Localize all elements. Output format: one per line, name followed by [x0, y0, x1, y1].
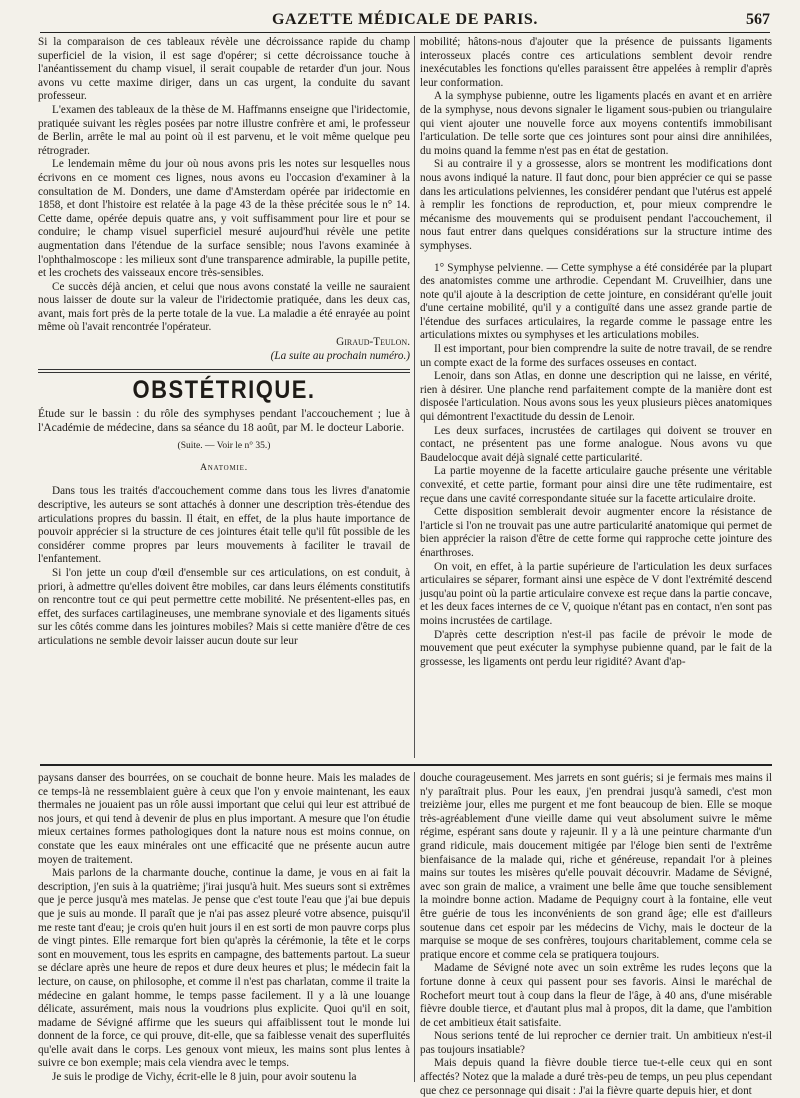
top-left-column: [38, 36, 410, 756]
horizontal-divider: [40, 764, 772, 766]
paragraph: Cette disposition semblerait devoir augmenter encore la résistance de l'article si l'on ne trouvait pas une autre particularité anatomique qui permet de bien apprécier la raison d'être de cette forme qui rapproche cette jointure des énarthroses.: [420, 506, 772, 559]
paragraph: paysans danser des bourrées, on se couchait de bonne heure. Mais les malades de ce temps-là ne ressemblaient guère à ceux que l'on y envoie maintenant, les eaux thermales ne jouaient pas un rôle aussi important que celui qui leur est attribué de nos jours, et qui tend à devenir de plus en plus important. A mesure que l'on étudie mieux certaines formes pathologiques dont la nature nous est moins connue, on constate que les eaux minérales ont une efficacité que ne présente aucun autre moyen de traitement.: [38, 772, 410, 866]
bottom-left-column: [38, 772, 410, 1082]
paragraph: Le lendemain même du jour où nous avons pris les notes sur lesquelles nous écrivons en ce moment ces lignes, nous avons eu l'occasion d'examiner à la consultation de M. Donders, une dame d'Amsterdam opérée par iridectomie en 1858, et dont l'histoire est relatée à la page 43 de la thèse précitée sous le n° 14. Cette dame, opérée depuis quatre ans, y voit suffisamment pour lire et pour se conduire; le champ visuel superficiel mesuré aujourd'hui révèle une petite augmentation dans l'étendue de la surface sensible; nous l'avons examinée à l'ophthalmoscope : les milieux sont d'une transparence admirable, la pupille petite, et les crochets des vaisseaux encore très-sensibles.: [38, 158, 410, 280]
author-signature: Giraud-Teulon.: [336, 336, 410, 349]
paragraph: La partie moyenne de la facette articulaire gauche présente une véritable convexité, et cette partie, formant pour ainsi dire une tête rudimentaire, est reçue dans une cavité correspondante située sur la facette articulaire droite.: [420, 465, 772, 505]
paragraph: A la symphyse pubienne, outre les ligaments placés en avant et en arrière de la symphyse, nous devons signaler le ligament sous-pubien ou triangulaire qui vient ajouter une nouvelle force aux moyens contentifs immobilisant l'articulation. De telle sorte que ces jointures sont pour ainsi dire annihilées, du moins quand la femme n'est pas en état de gestation.: [420, 90, 772, 157]
paragraph: Madame de Sévigné note avec un soin extrême les rudes leçons que la fortune donne à ceux qui passent pour ses favoris. Ainsi le maréchal de Rochefort meurt tout à coup dans la fleur de l'âge, à 40 ans, d'une misérable fièvre double tierce, et d'autant plus mal à propos, dit la dame, que l'ambition de cet ambitieux était satisfaite.: [420, 962, 772, 1029]
page-number: 567: [746, 11, 770, 28]
paragraph: L'examen des tableaux de la thèse de M. Haffmanns enseigne que l'iridectomie, pratiquée suivant les règles posées par notre illustre confrère et ami, le professeur de Berlin, arrête le mal au point où il est parvenu, et le voit même quelque peu rétrograder.: [38, 103, 410, 157]
paragraph: Mais depuis quand la fièvre double tierce tue-t-elle ceux qui en sont affectés? Notez que la malade a duré très-peu de temps, un peu plus cependant que chez ce personnage qui disait : J'ai la fièvre quarte depuis hier, et dont: [420, 1057, 772, 1097]
page-header: [40, 6, 770, 33]
paragraph: 1° Symphyse pelvienne. — Cette symphyse a été considérée par la plupart des anatomistes comme une arthrodie. Cependant M. Cruveilhier, dans une note qu'il ajoute à la description de cette jointure, en considérant qu'elle jouit d'une certaine mobilité, qu'il y a contiguïté dans une assez grande partie de l'étendue des surfaces articulaires, la regarde comme le passage entre les articulations mixtes ou symphyses et les articulations mobiles.: [420, 261, 772, 342]
paragraph: mobilité; hâtons-nous d'ajouter que la présence de puissants ligaments interosseux placés contre ces articulations semblent devoir rendre inexécutables les fonctions qu'elles paraissent être appelées à remplir d'après leur conformation.: [420, 36, 772, 89]
top-right-column: [420, 36, 772, 756]
paragraph: Ce succès déjà ancien, et celui que nous avons constaté la veille ne sauraient nous laisser de doute sur la valeur de l'iridectomie pratiquée, dans les deux cas, avant, mais fort près de la perte totale de la vue. La maladie a été enrayée au point même où l'avait rencontrée l'opérateur.: [38, 280, 410, 334]
journal-title: GAZETTE MÉDICALE DE PARIS.: [271, 11, 538, 28]
paragraph: Mais parlons de la charmante douche, continue la dame, je vous en ai fait la description, j'en suis à la quatrième; j'irai jusqu'à huit. Mes sueurs sont si extrêmes que je perce jusqu'à mes matelas. Je pense que c'est toute l'eau que j'ai bue depuis que je suis au monde. Il paraît que je n'ai pas assez pleuré votre absence, puisqu'il me reste tant d'eau; je crois qu'en huit jours il en est sorti de mon pauvre corps plus de vingt pintes. Elle remarque fort bien qu'après la cérémonie, la tête et le corps sont en mouvement, tous les esprits en campagne, des battements partout. La sueur se déclare après une heure de repos et dure deux heures et plus; le médecin fait la lecture, on cause, on philosophe, et comme il n'est pas charlatan, comme il traite la médecine en galant homme, le temps passe facilement. Il y a là une louange délicate, assurément, mais nous la voudrions plus explicite. Quoi qu'il en soit, madame de Sévigné affirme que les sueurs qui affaiblissent tout le monde lui donnent de la force, ce qui prouve, dit-elle, que sa faiblesse venait des superfluités qu'elle avait dans le corps. Les genoux vont mieux, les mains sont plus lentes à suivre ce bon exemple; mais cela viendra avec le temps.: [38, 867, 410, 1070]
section-rule: [38, 369, 410, 373]
paragraph: Lenoir, dans son Atlas, en donne une description qui ne laisse, en vérité, rien à désirer. Une planche rend parfaitement compte de la manière dont est disposée l'articulation. Nous avons sous les yeux plusieurs pièces anatomiques qui démontrent l'exactitude du dessin de Lenoir.: [420, 370, 772, 424]
paragraph: D'après cette description n'est-il pas facile de prévoir le mode de mouvement que peut exécuter la symphyse pubienne quand, par le fait de la grossesse, les ligaments ont perdu leur rigidité? Avant d'ap-: [420, 628, 772, 668]
paragraph: Les deux surfaces, incrustées de cartilages qui doivent se trouver en contact, ne présentent pas une forme analogue. Nous avons vu que Baudelocque avait déjà signalé cette particularité.: [420, 424, 772, 464]
paragraph: Si l'on jette un coup d'œil d'ensemble sur ces articulations, on est conduit, à priori, à admettre qu'elles doivent être mobiles, car dans leurs éléments constitutifs on rencontre tout ce qui peut permettre cette mobilité. Ne présentent-elles pas, en effet, des surfaces cartilagineuses, une membrane synoviale et des ligaments situés sur les côtés comme dans les jointures mobiles? Mais si cette manière d'être de ces articulations ne semble devoir laisser aucun doute sur leur: [38, 567, 410, 647]
paragraph: On voit, en effet, à la partie supérieure de l'articulation les deux surfaces articulaires se séparer, formant ainsi une espèce de V dont l'extrémité descend jusqu'au point où la partie articulaire convexe est reçue dans la partie concave, et les deux faces internes de ce V, quoique n'étant pas en contact, n'en sont pas moins incrustées de cartilage.: [420, 560, 772, 627]
column-divider-top: [414, 36, 415, 758]
paragraph: Dans tous les traités d'accouchement comme dans tous les livres d'anatomie descriptive, les auteurs se sont attachés à donner une description très-étendue des articulations propres du bassin. Il était, en effet, de la plus haute importance de pouvoir apprécier si la structure de ces jointures était telle qu'il fût possible de les considérer comme propres par leurs mouvements à faciliter le travail de l'enfantement.: [38, 485, 410, 566]
paragraph: Si au contraire il y a grossesse, alors se montrent les modifications dont nous avons indiqué la nature. Il faut donc, pour bien apprécier ce qui se passe dans les articulations pelviennes, les considérer pendant que l'utérus est appelé à remplir les fonctions de reproduction, et, pour mieux comprendre le mécanisme des mouvements qui se produisent pendant l'accouchement, il nous faut entrer dans quelques considérations sur la structure intime des symphyses.: [420, 158, 772, 252]
paragraph: Si la comparaison de ces tableaux révèle une décroissance rapide du champ superficiel de la vision, il est sage d'opérer; si cette décroissance touche à l'anéantissement du champ visuel, il serait coupable de retarder d'un jour. Nous avons vu cette maxime diriger, dans un cas urgent, la conduite du savant professeur.: [38, 36, 410, 103]
bottom-right-column: [420, 772, 772, 1097]
paragraph: douche courageusement. Mes jarrets en sont guéris; si je fermais mes mains il n'y paraîtrait plus. Pour les eaux, j'en prendrai jusqu'à samedi, c'est mon treizième jour, elles me purgent et me font beaucoup de bien. Elle se moque très-agréablement d'une vieille dame qui veut absolument suivre le même régime, espérant sans doute y rajeunir. Il y a là une peinture charmante d'un grand ridicule, mais doucement mitigée par l'éloge bien senti de l'extrême bienfaisance de la malade qui, riche et généreuse, repandait l'or à pleines mains sur toutes les misères qu'elle pouvait découvrir. Madame de Sévigné, avec son grain de malice, a vraiment une belle âme que touche sensiblement la moindre bonne action. Madame de Pequigny court à la fontaine, elle veut être guérie de tous les inconvénients de son grand âge; elle est d'ailleurs soutenue dans cet espoir par les médecins de Vichy, mais le docteur de la marquise se moque de ses confrères, toujours charitablement, comme cela se pratique encore et comme cela se pratiquera toujours.: [420, 772, 772, 961]
paragraph: Je suis le prodige de Vichy, écrit-elle le 8 juin, pour avoir soutenu la: [52, 1071, 357, 1084]
suite-line: (Suite. — Voir le n° 35.): [177, 441, 271, 452]
section-title: OBSTÉTRIQUE.: [132, 375, 316, 405]
article-heading: Étude sur le bassin : du rôle des symphyses pendant l'accouchement ; lue à l'Académie de médecine, dans sa séance du 18 août, par M. le docteur Laborie.: [38, 406, 410, 435]
paragraph: Il est important, pour bien comprendre la suite de notre travail, de se rendre un compte exact de la forme des surfaces osseuses en contact.: [420, 343, 772, 369]
subsection-title: Anatomie.: [200, 462, 248, 473]
continued-note: (La suite au prochain numéro.): [270, 349, 410, 362]
paragraph: Nous serions tenté de lui reprocher ce dernier trait. Un ambitieux n'est-il pas toujours insatiable?: [420, 1030, 772, 1056]
column-divider-bottom: [414, 772, 415, 1082]
